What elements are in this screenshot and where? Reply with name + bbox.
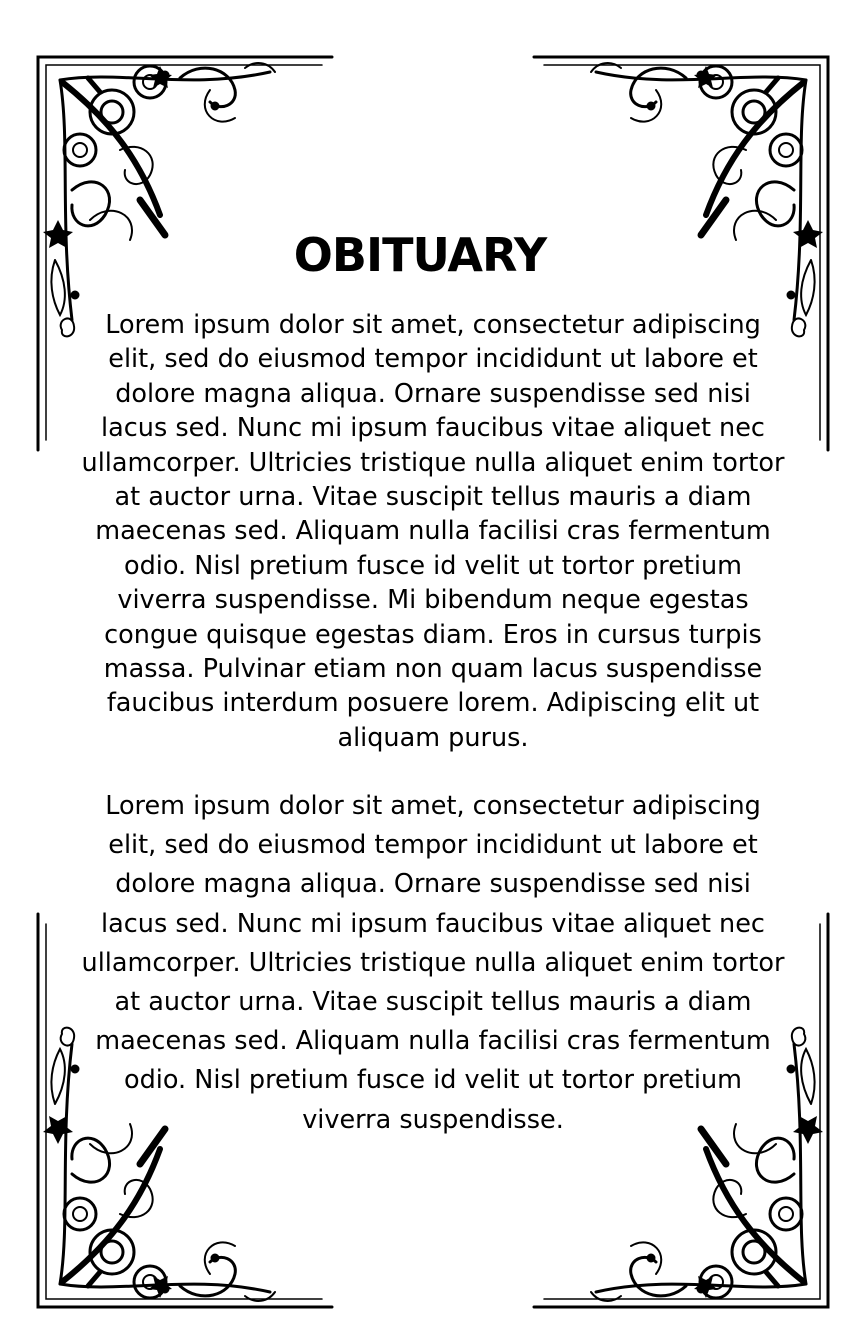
obituary-paragraph-1: Lorem ipsum dolor sit amet, consectetur adipiscing elit, sed do eiusmod tempor incididunt ut labore et dolore magna aliqua. Ornare suspendisse sed nisi lacus sed. Nunc mi ipsum faucibus vitae aliquet nec ullamcorper. Ultricies tristique nulla aliquet enim tortor at auctor urna. Vitae suscipit tellus mauris a diam maecenas sed. Aliquam nulla facilisi cras fermentum odio. Nisl pretium fusce id velit ut tortor pretium viverra suspendisse. Mi bibendum neque egestas congue quisque egestas diam. Eros in cursus turpis massa. Pulvinar etiam non quam lacus suspendisse faucibus interdum posuere lorem. Adipiscing elit ut aliquam purus. bbox=[81, 310, 785, 753]
page-title: OBITUARY bbox=[293, 228, 547, 282]
obituary-paragraph-2: Lorem ipsum dolor sit amet, consectetur adipiscing elit, sed do eiusmod tempor incididunt ut labore et dolore magna aliqua. Ornare suspendisse sed nisi lacus sed. Nunc mi ipsum faucibus vitae aliquet nec ullamcorper. Ultricies tristique nulla aliquet enim tortor at auctor urna. Vitae suscipit tellus mauris a diam maecenas sed. Aliquam nulla facilisi cras fermentum odio. Nisl pretium fusce id velit ut tortor pretium viverra suspendisse. bbox=[81, 791, 785, 1135]
